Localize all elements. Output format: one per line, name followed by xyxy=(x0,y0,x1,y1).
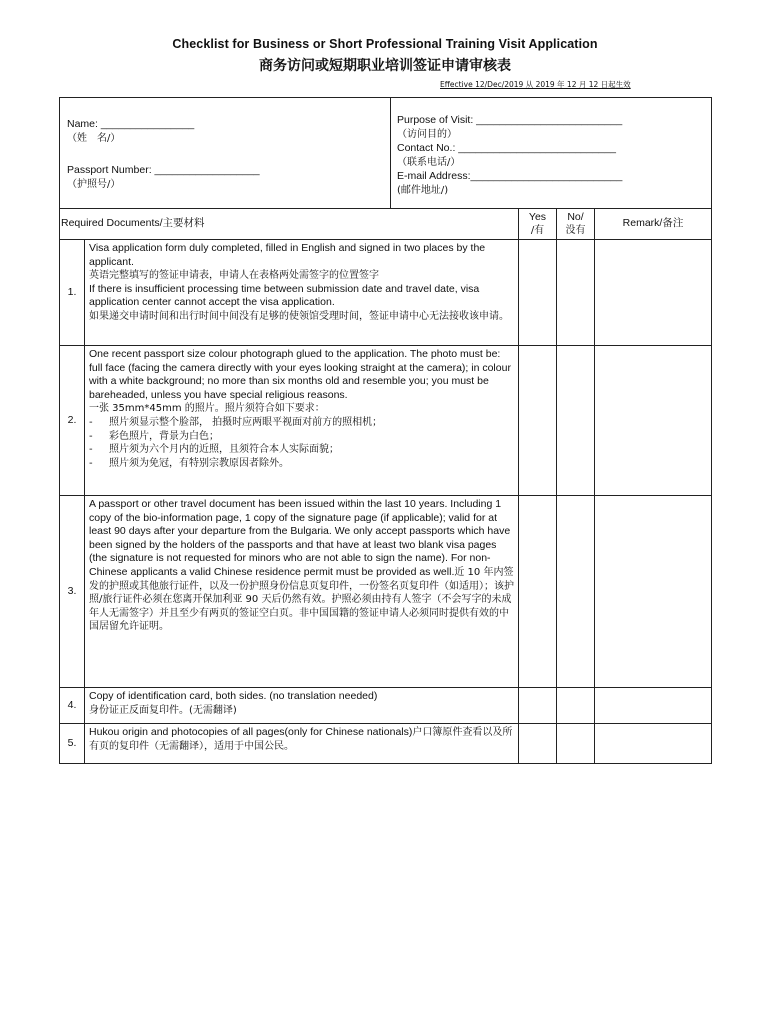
column-header-row xyxy=(60,209,712,240)
header-no-cn: 没有 xyxy=(565,225,586,236)
contact-label-cn: （联系电话/） xyxy=(397,157,461,168)
applicant-info-row xyxy=(60,98,712,209)
contact-field[interactable]: Contact No.: ___________________________ xyxy=(397,142,616,154)
item-text-en-2: If there is insufficient processing time between submission date and travel date, visa application center cannot accept the visa application. xyxy=(89,282,480,309)
item-number: 1. xyxy=(60,240,85,346)
checklist-item-1 xyxy=(60,240,712,346)
yes-checkbox-cell[interactable] xyxy=(519,496,557,688)
item-description xyxy=(85,496,519,688)
remark-cell[interactable] xyxy=(595,724,712,764)
applicant-info-cell xyxy=(60,98,391,209)
header-yes xyxy=(519,209,557,240)
item-text-en: A passport or other travel document has been issued within the last 10 years. Including 1 copy of the bio-information page, 1 copy of the signature page (if applicable); valid for at least 90 days after your departure from the Bulgaria. We only accept passports which have been signed by the holders of the passports and that have at least two blank visa pages (the signature is not requested for minors who are not able to sign the name). For non-Chinese applicants a valid Chinese residence permit must be provided as well. xyxy=(89,498,511,578)
bullet-text: 彩色照片，背景为白色； xyxy=(109,430,219,442)
item-description xyxy=(85,724,519,764)
name-label-cn: （姓 名/） xyxy=(67,133,121,144)
header-required-documents: Required Documents/主要材料 xyxy=(60,209,519,240)
remark-cell[interactable] xyxy=(595,346,712,496)
checklist-item-3 xyxy=(60,496,712,688)
photo-requirement-bullet: - 照片须显示整个脸部， 拍摄时应两眼平视面对前方的照相机； xyxy=(89,416,383,428)
item-number: 5. xyxy=(60,724,85,764)
header-remark: Remark/备注 xyxy=(595,209,712,240)
yes-checkbox-cell[interactable] xyxy=(519,724,557,764)
item-text-en: Hukou origin and photocopies of all pages(only for Chinese nationals) xyxy=(89,726,413,738)
name-field[interactable]: Name: ________________ xyxy=(67,118,195,130)
item-number: 3. xyxy=(60,496,85,688)
item-text-cn: 一张 35mm*45mm 的照片。照片须符合如下要求： xyxy=(89,403,325,415)
yes-checkbox-cell[interactable] xyxy=(519,240,557,346)
item-text-cn: 近 10 年内签发的护照或其他旅行证件，以及一份护照身份信息页复印件，一份签名页复印件（如适用）；该护照/旅行证件必须在您离开保加利亚 90 天后仍然有效。护照必须由持有人签字（不会写字的未成年人无需签字）并且至少有两页的签证空白页。非中国国籍的签证申请人必须同时提供有效的中国居留允许证明。 xyxy=(89,566,514,633)
item-text-cn: 英语完整填写的签证申请表，申请人在表格两处需签字的位置签字 xyxy=(89,270,379,282)
checklist-table xyxy=(59,97,712,764)
header-yes-en: Yes xyxy=(528,211,547,223)
checklist-item-5 xyxy=(60,724,712,764)
no-checkbox-cell[interactable] xyxy=(557,346,595,496)
page-subtitle-chinese: 商务访问或短期职业培训签证申请审核表 xyxy=(259,58,511,74)
item-number: 4. xyxy=(60,688,85,724)
no-checkbox-cell[interactable] xyxy=(557,240,595,346)
item-text-en: Copy of identification card, both sides. (no translation needed) xyxy=(89,690,378,702)
remark-cell[interactable] xyxy=(595,240,712,346)
item-description xyxy=(85,240,519,346)
email-label-cn: (邮件地址/) xyxy=(397,185,449,196)
checklist-item-4 xyxy=(60,688,712,724)
header-no-en: No/ xyxy=(567,211,584,223)
remark-cell[interactable] xyxy=(595,496,712,688)
bullet-text: 照片须为免冠，有特别宗教原因者除外。 xyxy=(109,457,289,469)
no-checkbox-cell[interactable] xyxy=(557,496,595,688)
passport-label-cn: （护照号/） xyxy=(67,179,121,190)
yes-checkbox-cell[interactable] xyxy=(519,688,557,724)
bullet-text: 照片须为六个月内的近照，且须符合本人实际面貌； xyxy=(109,444,339,456)
item-description xyxy=(85,346,519,496)
photo-requirement-bullet: - 彩色照片，背景为白色； xyxy=(89,430,219,442)
item-number: 2. xyxy=(60,346,85,496)
item-text-en: One recent passport size colour photograph glued to the application. The photo must be: full face (facing the camera directly with your eyes looking straight at the camera); in colour with a white background; no more than six months old and resemble you; you must be bareheaded, unless you have special religious reasons. xyxy=(89,348,511,401)
checklist-item-2 xyxy=(60,346,712,496)
photo-requirement-bullet: - 照片须为六个月内的近照，且须符合本人实际面貌； xyxy=(89,444,339,456)
header-no xyxy=(557,209,595,240)
page-title: Checklist for Business or Short Professional Training Visit Application xyxy=(172,37,598,51)
item-text-en: Visa application form duly completed, filled in English and signed in two places by the applicant. xyxy=(89,242,486,268)
visit-info-cell xyxy=(391,98,712,209)
bullet-text: 照片须显示整个脸部， 拍摄时应两眼平视面对前方的照相机； xyxy=(109,416,383,428)
no-checkbox-cell[interactable] xyxy=(557,724,595,764)
item-description xyxy=(85,688,519,724)
email-field[interactable]: E-mail Address:__________________________ xyxy=(397,170,623,182)
remark-cell[interactable] xyxy=(595,688,712,724)
passport-number-field[interactable]: Passport Number: __________________ xyxy=(67,164,260,176)
no-checkbox-cell[interactable] xyxy=(557,688,595,724)
header-yes-cn: /有 xyxy=(530,225,545,236)
purpose-label-cn: （访问目的） xyxy=(397,129,457,140)
item-text-cn-2: 如果递交申请时间和出行时间中间没有足够的使领馆受理时间，签证申请中心无法接收该申请。 xyxy=(89,310,509,322)
purpose-field[interactable]: Purpose of Visit: _________________________ xyxy=(397,114,623,126)
item-text-cn: 身份证正反面复印件。(无需翻译) xyxy=(89,704,237,716)
yes-checkbox-cell[interactable] xyxy=(519,346,557,496)
item-text-cn: 户口簿原件查看以及所有页的复印件（无需翻译），适用于中国公民。 xyxy=(89,727,513,752)
photo-requirement-bullet: - 照片须为免冠，有特别宗教原因者除外。 xyxy=(89,457,289,469)
effective-date: Effective 12/Dec/2019 从 2019 年 12 月 12 日起生效 xyxy=(440,80,631,89)
